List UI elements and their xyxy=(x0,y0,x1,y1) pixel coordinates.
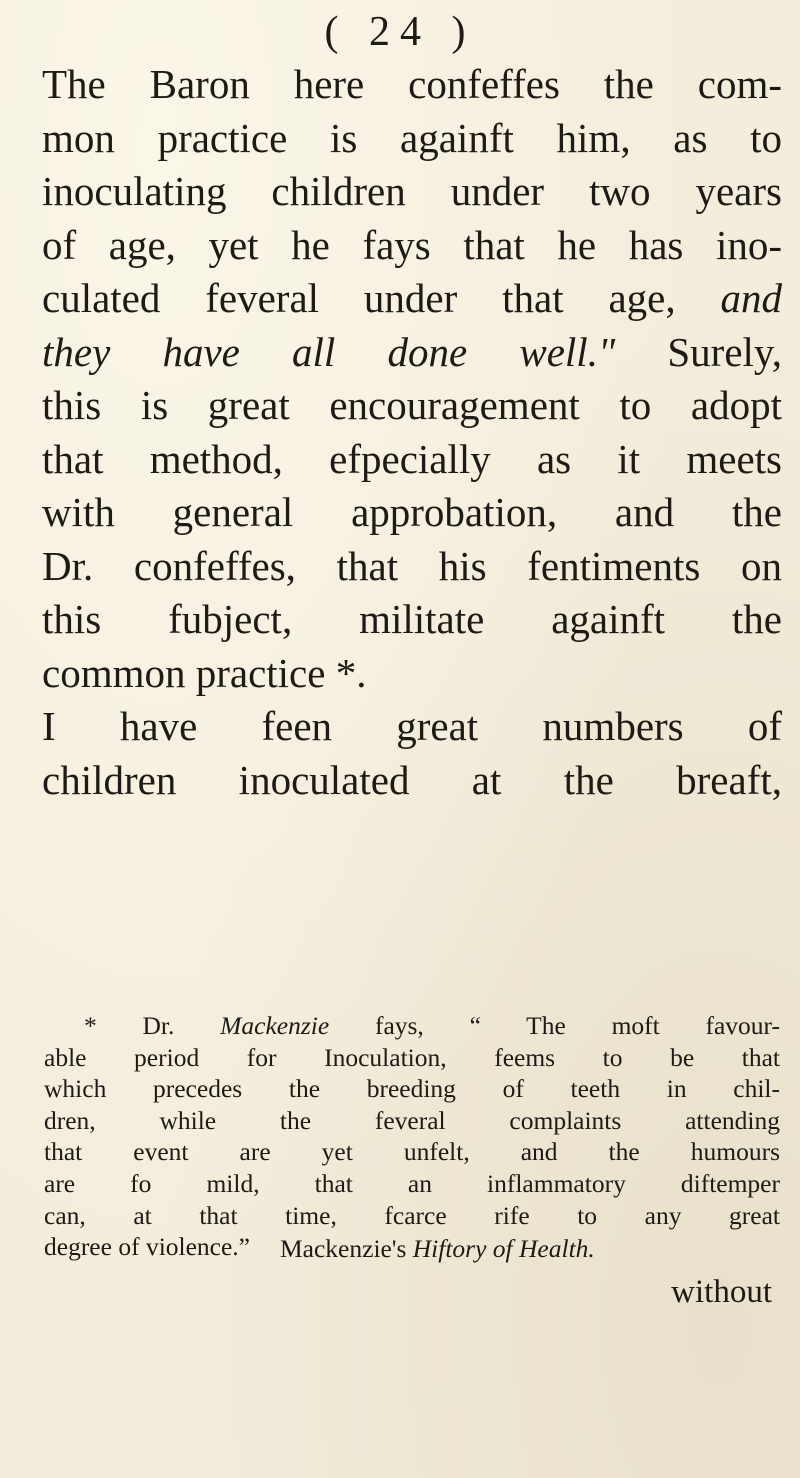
text-line-5-italic: and xyxy=(720,275,782,321)
main-text xyxy=(42,58,782,807)
text-line-2: mon practice is againft him, as to xyxy=(42,114,782,161)
footnote-marker: * Dr. xyxy=(84,1011,175,1040)
text-line-3: inoculating children under two years xyxy=(42,168,782,214)
source-author: Mackenzie's xyxy=(280,1234,407,1263)
footnote-line-1 xyxy=(44,1010,780,1042)
footnote-author: Mackenzie xyxy=(220,1011,330,1040)
text-line-7: this is great encouragement to adopt xyxy=(42,382,782,428)
footnote-source xyxy=(280,1233,595,1265)
text-line-13: I have feen great numbers of xyxy=(42,703,782,749)
text-line-1: The Baron here confeffes the com- xyxy=(42,61,782,107)
text-line-8: that method, efpecially as it meets xyxy=(42,435,782,482)
text-line-5-roman: culated feveral under that age, xyxy=(42,275,676,321)
text-line-6-italic: they have all done well." xyxy=(42,328,616,375)
catchword: without xyxy=(671,1274,772,1310)
footnote-line-8: degree of violence.” xyxy=(44,1232,251,1262)
footnote-line-6: are fo mild, that an inflammatory diftemper xyxy=(44,1168,780,1198)
text-line-4: of age, yet he fays that he has ino- xyxy=(42,221,782,268)
page-number: ( 24 ) xyxy=(324,9,476,55)
footnote-line-4: dren, while the feveral complaints attending xyxy=(44,1105,780,1135)
footnote-line-5: that event are yet unfelt, and the humours xyxy=(44,1137,780,1167)
footnote xyxy=(44,1010,780,1263)
footnote-line-3: which precedes the breeding of teeth in chil- xyxy=(44,1074,780,1104)
footnote-line-2: able period for Inoculation, feems to be that xyxy=(44,1042,780,1072)
text-line-12: common practice *. xyxy=(42,649,367,696)
text-line-6-roman: Surely, xyxy=(667,328,782,375)
text-line-6 xyxy=(42,326,782,380)
text-line-11: this fubject, militate againft the xyxy=(42,596,782,642)
footnote-line-7: can, at that time, fcarce rife to any great xyxy=(44,1200,780,1230)
text-line-10: Dr. confeffes, that his fentiments on xyxy=(42,542,782,589)
footnote-line-1-text: fays, “ The moft favour- xyxy=(374,1011,781,1040)
source-title: Hiftory of Health. xyxy=(412,1234,595,1263)
text-line-14: children inoculated at the breaft, xyxy=(42,756,782,803)
text-line-5 xyxy=(42,272,782,326)
text-line-9: with general approbation, and the xyxy=(42,489,782,535)
